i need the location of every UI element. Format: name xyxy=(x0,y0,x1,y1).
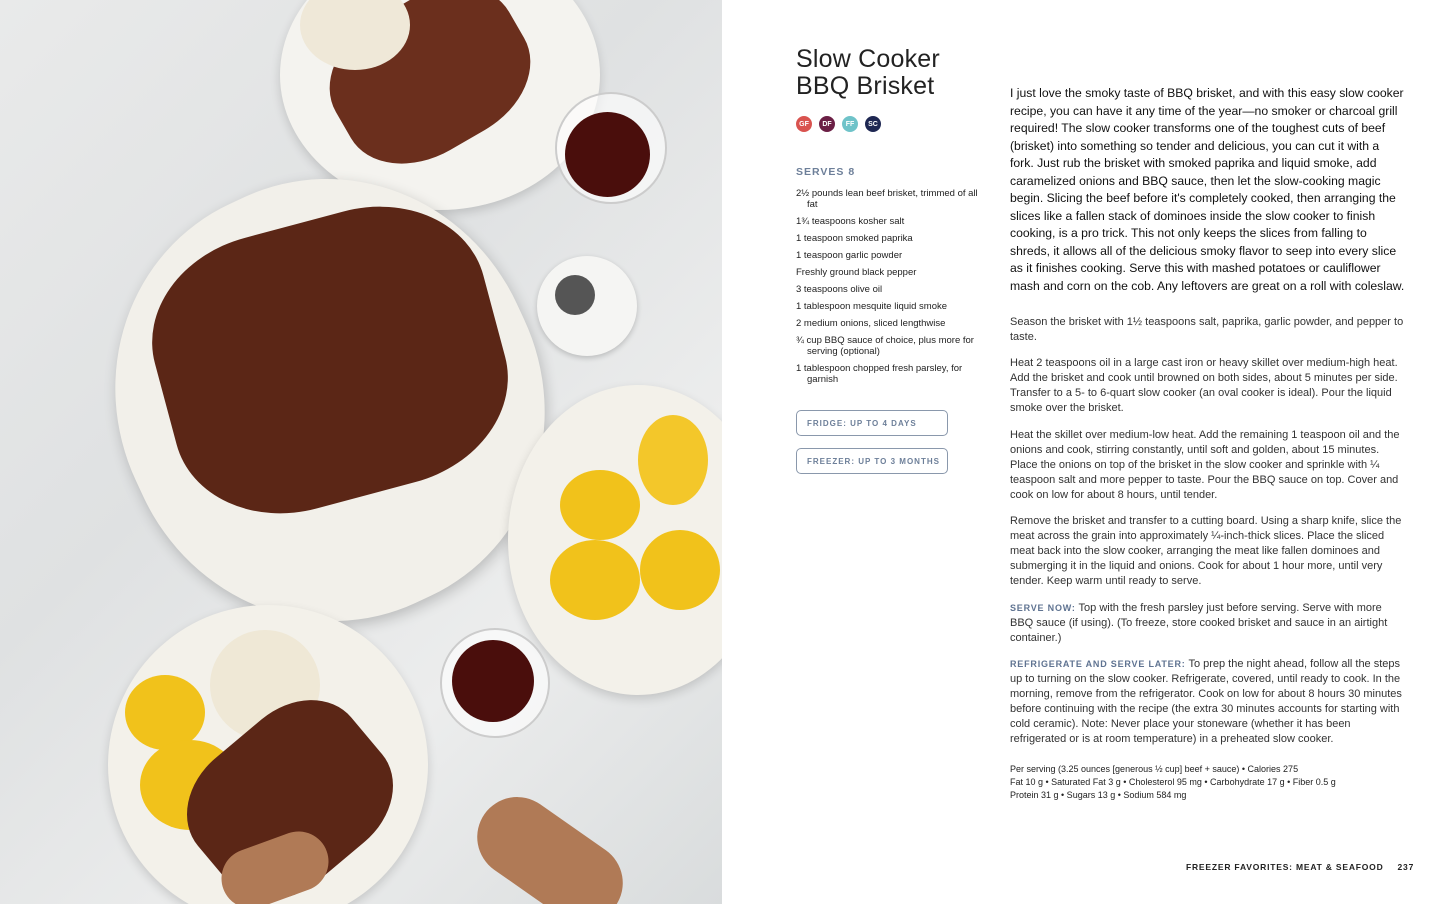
slow-cooker-badge: SC xyxy=(865,116,881,132)
step: Heat 2 teaspoons oil in a large cast iron or heavy skillet over medium-high heat. Add the brisket and cook until browned on both sides, about 5 minutes per side. Transfer to a 5- to 6-quart slow cooker (an oval cooker is ideal). Pour the liquid smoke over the brisket. xyxy=(1010,357,1398,415)
food-photo xyxy=(0,0,722,904)
ingredient: ¾ cup BBQ sauce of choice, plus more for serving (optional) xyxy=(796,335,974,357)
ingredient: Freshly ground black pepper xyxy=(796,267,917,278)
recipe-text-column xyxy=(1010,85,1406,802)
ingredient: 1 teaspoon garlic powder xyxy=(796,250,903,261)
freezer-friendly-badge: FF xyxy=(842,116,858,132)
ingredient-list xyxy=(796,188,981,391)
step: Season the brisket with 1½ teaspoons salt, paprika, garlic powder, and pepper to taste. xyxy=(1010,316,1404,344)
ingredient: 3 teaspoons olive oil xyxy=(796,284,883,295)
section-name: FREEZER FAVORITES: MEAT & SEAFOOD xyxy=(1186,862,1384,872)
page-number: 237 xyxy=(1397,862,1415,872)
recipe-title xyxy=(796,46,940,100)
recipe-steps xyxy=(1010,315,1406,747)
refrigerate-text: To prep the night ahead, follow all the steps up to turning on the slow cooker. Refrigerate, covered, until ready to cook. In the morning, remove from the refrigerator. Cook on low for about 8 hours 30 minutes before continuing with the recipe (the extra 30 minutes accounts for starting with cold ceramic). Note: Never place your stoneware (whether it has been refrigerated or is at room temperature) in a preheated slow cooker. xyxy=(1010,657,1402,746)
serve-now-step xyxy=(1010,601,1406,646)
serve-now-text: Top with the fresh parsley just before serving. Serve with more BBQ sauce (if using). (To freeze, store cooked brisket and sauce in an airtight container.) xyxy=(1010,601,1388,644)
fridge-storage-box: FRIDGE: UP TO 4 DAYS xyxy=(796,410,948,436)
ingredient: 2 medium onions, sliced lengthwise xyxy=(796,318,946,329)
ingredient: 1 tablespoon chopped fresh parsley, for garnish xyxy=(796,363,963,385)
nutrition-line: Per serving (3.25 ounces [generous ½ cup] beef + sauce) • Calories 275 xyxy=(1010,764,1299,775)
refrigerate-label: REFRIGERATE AND SERVE LATER: xyxy=(1010,658,1186,669)
serves: SERVES 8 xyxy=(796,166,856,178)
nutrition-info xyxy=(1010,763,1406,802)
dairy-free-badge: DF xyxy=(819,116,835,132)
refrigerate-step xyxy=(1010,657,1406,748)
recipe-page xyxy=(722,0,1445,904)
gluten-free-badge: GF xyxy=(796,116,812,132)
ingredient: 1 teaspoon smoked paprika xyxy=(796,233,913,244)
title-line-2: BBQ Brisket xyxy=(796,72,935,100)
step: Remove the brisket and transfer to a cutting board. Using a sharp knife, slice the meat across the grain into approximately ¼-inch-thick slices. Place the sliced meat back into the slow cooker, arranging the meat like fallen dominoes and submerging it in the liquid and onions. Cook for about 1 hour more, until very tender. Keep warm until ready to serve. xyxy=(1010,515,1402,588)
nutrition-line: Protein 31 g • Sugars 13 g • Sodium 584 mg xyxy=(1010,790,1187,801)
freezer-storage-box: FREEZER: UP TO 3 MONTHS xyxy=(796,448,948,474)
recipe-intro: I just love the smoky taste of BBQ brisket, and with this easy slow cooker recipe, you can have it any time of the year—no smoker or charcoal grill required! The slow cooker transforms one of the toughest cuts of beef (brisket) into something so tender and delicious, you can cut it with a fork. Just rub the brisket with smoked paprika and liquid smoke, add caramelized onions and BBQ sauce, then let the slow-cooking magic begin. Slicing the beef before it's completely cooked, then arranging the slices like a fallen stack of dominoes inside the slow cooker to finish cooking, is a pro trick. This not only keeps the slices from falling to shreds, it allows all of the delicious smoky flavor to seep into every slice as it finishes cooking. Serve this with mashed potatoes or cauliflower mash and corn on the cob. Any leftovers are great on a roll with coleslaw. xyxy=(1010,86,1405,293)
step: Heat the skillet over medium-low heat. Add the remaining 1 teaspoon oil and the onions and cook, stirring constantly, until soft and golden, about 15 minutes. Place the onions on top of the brisket in the slow cooker and sprinkle with ¼ teaspoon salt and more pepper to taste. Pour the BBQ sauce on top. Cover and cook on low for about 8 hours, until tender. xyxy=(1010,428,1400,501)
ingredient: 1 tablespoon mesquite liquid smoke xyxy=(796,301,948,312)
ingredient: 2½ pounds lean beef brisket, trimmed of all fat xyxy=(796,188,978,210)
serve-now-label: SERVE NOW: xyxy=(1010,602,1076,613)
diet-badges xyxy=(796,116,881,132)
ingredient: 1¾ teaspoons kosher salt xyxy=(796,216,905,227)
page-footer xyxy=(1186,862,1414,872)
title-line-1: Slow Cooker xyxy=(796,45,940,73)
nutrition-line: Fat 10 g • Saturated Fat 3 g • Cholesterol 95 mg • Carbohydrate 17 g • Fiber 0.5 g xyxy=(1010,777,1336,788)
